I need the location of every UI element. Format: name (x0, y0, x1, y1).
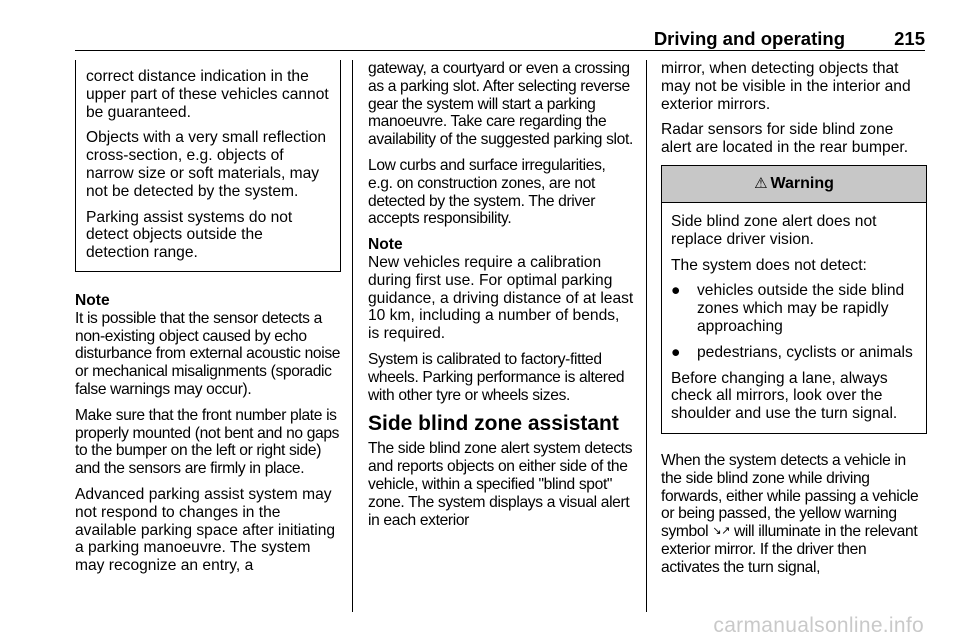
paragraph-mirror: mirror, when detecting objects that may not be visible in the interior and exterior mirrors. (661, 60, 911, 113)
page-header (75, 22, 925, 51)
paragraph-calibration: System is calibrated to factory-fitted wheels. Parking performance is altered with other tyre or wheels sizes. (368, 350, 625, 404)
warning-box (661, 165, 927, 434)
note-text: New vehicles require a calibration during first use. For optimal parking guidance, a driving distance of at least 10 km, including a number of bends, is required. (368, 253, 634, 343)
column-2 (368, 60, 634, 537)
box-paragraph-3: Parking assist systems do not detect objects outside the detection range. (86, 208, 293, 262)
column-divider-1 (352, 60, 353, 612)
page-number: 215 (894, 28, 925, 49)
paragraph-detection: When the system detects a vehicle in the side blind zone while driving forwards, either while passing a vehicle or being passed, the yellow warning symbol ↘↗ will illuminate in the relevant exterior mirror. If the driver then activates the turn signal, (661, 451, 919, 576)
warning-header (662, 166, 926, 203)
paragraph-parking-slot: gateway, a courtyard or even a crossing as a parking slot. After selecting reverse gear the system will start a parking manoeuvre. Take care regarding the availability of the suggested parking slot. (368, 60, 633, 149)
box-paragraph-1: correct distance indication in the upper part of these vehicles cannot be guaranteed. (86, 68, 329, 121)
watermark: carmanualsonline.info (713, 614, 924, 637)
continued-box (75, 60, 341, 272)
section-title: Driving and operating (653, 28, 845, 49)
column-3 (661, 60, 927, 585)
paragraph-blind-zone-intro: The side blind zone alert system detects and reports objects on either side of the vehicle, within a specified "blind spot" zone. The system displays a visual alert in each exterior (368, 440, 633, 529)
paragraph-radar-sensors: Radar sensors for side blind zone alert are located in the rear bumper. (661, 121, 909, 157)
warning-body (662, 203, 926, 433)
note-title: Note (75, 291, 110, 309)
section-heading: Side blind zone assistant (368, 412, 619, 436)
paragraph-parking-space: Advanced parking assist system may not respond to changes in the available parking space after initiating a parking manoeuvre. The system may recognize an entry, a (75, 485, 336, 575)
box-paragraph-2: Objects with a very small reflection cross-section, e.g. objects of narrow size or soft materials, may not be detected by the system. (86, 129, 327, 200)
blind-zone-warning-symbol-icon: ↘↗ (712, 525, 731, 538)
list-item: ● pedestrians, cyclists or animals (671, 343, 913, 361)
warning-paragraph-3: Before changing a lane, always check all mirrors, look over the shoulder and use the turn signal. (671, 369, 898, 423)
column-divider-2 (646, 60, 647, 612)
paragraph-number-plate: Make sure that the front number plate is properly mounted (not bent and no gaps to the bumper on the left or right side) and the sensors are firmly in place. (75, 406, 340, 478)
warning-paragraph-2: The system does not detect: (671, 256, 867, 274)
bullet-icon: ● (671, 282, 681, 300)
warning-triangle-icon: ⚠ (754, 175, 768, 193)
warning-paragraph-1: Side blind zone alert does not replace driver vision. (671, 212, 877, 248)
column-1 (75, 60, 341, 583)
paragraph-low-curbs: Low curbs and surface irregularities, e.g. on construction zones, are not detected by the system. The driver accepts responsibility. (368, 156, 606, 228)
note-text: It is possible that the sensor detects a non-existing object caused by echo disturbance from external acoustic noise or mechanical misalignments (sporadic false warnings may occur). (75, 309, 341, 398)
bullet-icon: ● (671, 343, 681, 361)
list-item: ● vehicles outside the side blind zones which may be rapidly approaching (671, 282, 905, 335)
warning-title: Warning (770, 175, 834, 193)
note-title: Note (368, 236, 403, 254)
